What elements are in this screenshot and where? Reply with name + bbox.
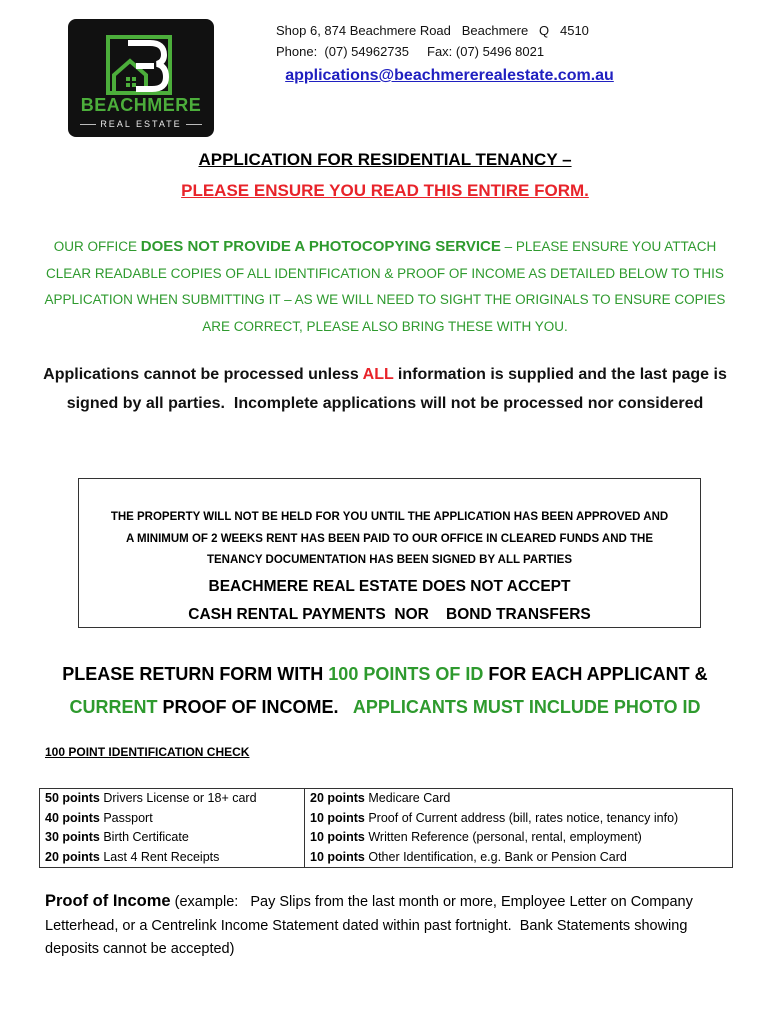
points-value: 20 points [45,849,100,864]
notice-post: – PLEASE ENSURE YOU ATTACH CLEAR READABLE COPIES OF ALL IDENTIFICATION & PROOF OF INCOME AS DETAILED BELOW TO THIS APPLICATION WHEN SUBMITTING IT – AS WE WILL NEED TO SIGHT THE ORIGINALS TO ENSURE COPIES ARE CORRECT, PLEASE ALSO BRING THESE WITH YOU. [44,239,726,334]
id-item: Drivers License or 18+ card [99,791,257,805]
id-points-left-column [40,789,305,868]
payment-policy-line-2: CASH RENTAL PAYMENTS NOR BOND TRANSFERS [188,605,591,623]
logo-subtitle: REAL ESTATE [68,119,214,129]
return-instructions [20,658,750,724]
points-value: 50 points [45,791,100,805]
conditions-line-1: THE PROPERTY WILL NOT BE HELD FOR YOU UNTIL THE APPLICATION HAS BEEN APPROVED AND [110,511,669,523]
list-item [45,828,299,848]
points-value: 10 points [310,849,365,864]
list-item [310,789,727,809]
photocopy-notice [40,234,730,340]
form-warning: PLEASE ENSURE YOU READ THIS ENTIRE FORM. [181,181,589,200]
contact-details [276,20,589,62]
phone-fax-row [276,41,589,62]
list-item [310,848,727,868]
requirement-pre: Applications cannot be processed unless [43,366,363,383]
id-item: Birth Certificate [99,830,189,844]
return-highlight-3: APPLICANTS MUST INCLUDE PHOTO ID [352,697,701,717]
notice-bold: DOES NOT PROVIDE A PHOTOCOPYING SERVICE [140,238,501,255]
points-value: 30 points [45,830,100,844]
points-value: 10 points [310,830,365,844]
phone-number: Phone: (07) 54962735 [276,44,409,59]
email-link[interactable] [0,67,770,85]
fax-number: Fax: (07) 5496 8021 [427,44,545,59]
requirement-highlight: ALL [362,366,394,383]
proof-of-income [45,890,725,962]
list-item [45,809,299,829]
conditions-text [79,507,700,572]
points-value: 20 points [310,791,365,805]
conditions-box [78,478,701,628]
list-item [45,789,299,809]
return-highlight-2: CURRENT [69,697,158,717]
id-points-right-column [305,789,733,868]
id-item: Proof of Current address (bill, rates notice, tenancy info) [364,810,679,825]
notice-pre: OUR OFFICE [53,239,141,254]
conditions-line-3: TENANCY DOCUMENTATION HAS BEEN SIGNED BY ALL PARTIES [206,554,573,566]
points-value: 40 points [45,810,100,825]
form-title: APPLICATION FOR RESIDENTIAL TENANCY – [198,150,572,169]
id-item: Medicare Card [364,791,451,805]
id-check-heading: 100 POINT IDENTIFICATION CHECK [45,745,250,759]
requirement-post: information is supplied and the last page is signed by all parties. Incomplete applications will not be processed nor considered [66,366,732,412]
id-points-table [39,788,733,868]
office-address: Shop 6, 874 Beachmere Road Beachmere Q 4510 [276,23,589,38]
requirement-notice [40,360,730,418]
id-item: Other Identification, e.g. Bank or Pension Card [364,849,627,864]
list-item [45,848,299,868]
return-highlight-1: 100 POINTS OF ID [328,664,484,684]
return-text-3: PROOF OF INCOME. [157,697,353,717]
id-item: Written Reference (personal, rental, employment) [364,830,642,844]
logo-name: BEACHMERE [80,95,202,115]
table-row [40,789,733,868]
list-item [310,828,727,848]
id-item: Last 4 Rent Receipts [99,849,220,864]
points-value: 10 points [310,810,365,825]
proof-of-income-text: (example: Pay Slips from the last month or more, Employee Letter on Company Letterhead, or a Centrelink Income Statement dated within past fortnight. Bank Statements showing deposits cannot be accepted) [45,894,697,957]
email-address[interactable]: applications@beachmererealestate.com.au [285,67,614,84]
list-item [310,809,727,829]
payment-policy [79,573,700,629]
return-text-2: FOR EACH APPLICANT & [483,664,713,684]
proof-of-income-label: Proof of Income [45,892,171,910]
conditions-line-2: A MINIMUM OF 2 WEEKS RENT HAS BEEN PAID TO OUR OFFICE IN CLEARED FUNDS AND THE [125,532,654,545]
id-item: Passport [99,810,153,825]
payment-policy-line-1: BEACHMERE REAL ESTATE DOES NOT ACCEPT [208,577,571,595]
return-text-1: PLEASE RETURN FORM WITH [62,664,329,684]
house-b-logo-icon [106,35,176,95]
